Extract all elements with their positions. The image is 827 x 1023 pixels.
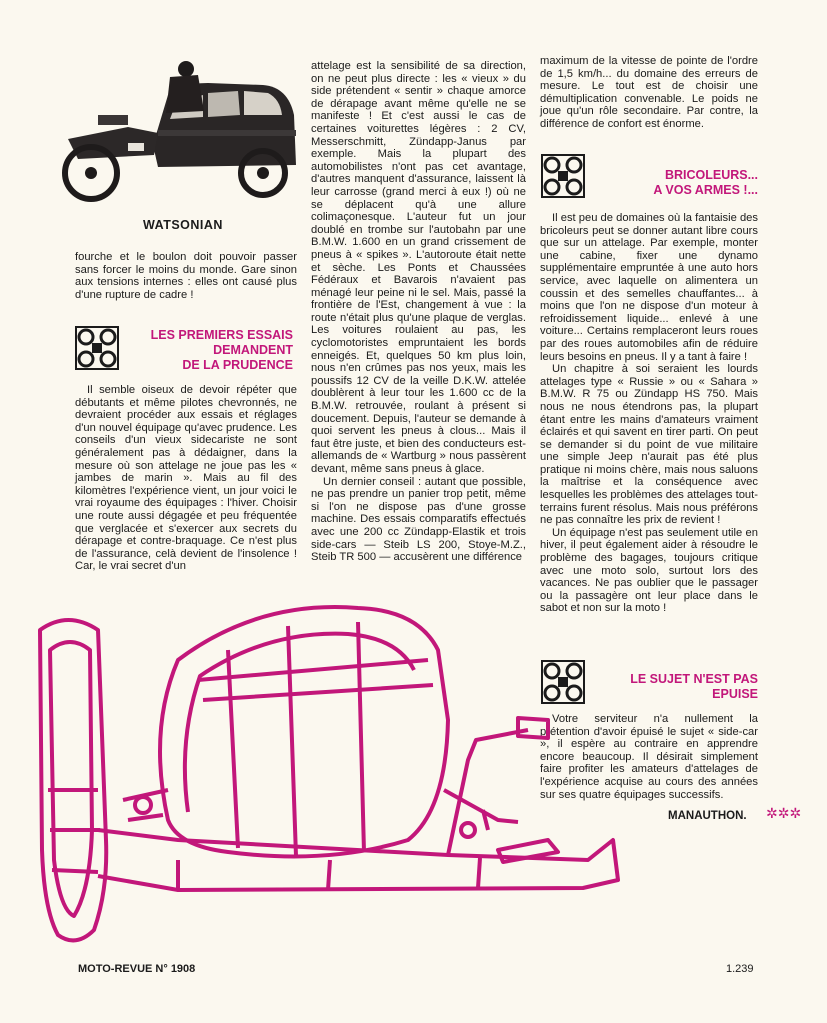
heading-line: BRICOLEURS...: [664, 168, 758, 182]
column-3-intro: [540, 55, 758, 131]
column-1-intro: [75, 251, 297, 301]
column-1-body: [75, 384, 297, 573]
paragraph: attelage est la sensibilité de sa direction, on ne peut plus directe : les « vieux » du side prétendent « sentir » chaque amorce de dérapage avant même qu'elle ne se manifeste ! Et c'est aussi le cas de certaines voiturettes légères : 2 CV, Messerschmitt, Zündapp-Janus par exemple. Mais la plupart des automobilistes n'ont pas cet avantage, d'autres manquent d'assurance, laissent là leur carrosse (grand merci à eux !) où ne se déplacent qu'à une allure colimaçonesque. L'auteur fut un jour doublé en trombe sur l'autobahn par une B.M.W. 1.600 en un grand crissement de pneus à « spikes ». L'autoroute était nette et sèche. Les Ponts et Chaussées Fédéraux et Bavarois n'avaient pas ménagé leur peine ni le sel. Mais, passé la frontière de l'Est, changement à vue : la route n'était plus qu'une plaque de verglas. Les voitures roulaient au pas, les cyclomotoristes empruntaient les bords enneigés. Et, quelques 50 km plus loin, nous n'en crûmes pas nos yeux, mais les poussifs 12 CV de la veille D.K.W. attelée doublèrent à leur tour les 1.600 cc de la B.M.W. retrouvée, roulant à présent si doucement. Depuis, l'auteur se demande à quoi servent les pneus à clous... Mais il faut être juste, et bien des conducteurs est-allemands de « Wartburg » nous passèrent devant, même sans pneus à glace.: [311, 60, 526, 475]
paragraph: Il est peu de domaines où la fantaisie des bricoleurs peut se donner autant libre cours que sur un attelage. Par exemple, monter une cabine, fixer une dynamo supplémentaire empruntée à une auto hors service, avec laquelle on alimentera un coussin et des semelles chauffantes... à moins que l'on ne dispose d'un moteur à refroidissement liquide... enlevé à une voiture... Certains remplaceront leurs roues par des roues automobiles afin de réduire leurs besoins en pneus. Il y a tant à faire !: [540, 212, 758, 363]
heading-line: DEMANDENT: [213, 343, 293, 357]
column-2: [311, 60, 526, 564]
paragraph: Un chapitre à soi seraient les lourds attelages type « Russie » ou « Sahara » B.M.W. R 75 ou Zündapp HS 750. Mais nous ne nous étendrons pas, la plupart étant entre les mains d'amateurs vraiment éclairés et qui savent en tirer parti. On peut se demander si du point de vue militaire une simple Jeep n'aurait pas été plus pratique ni moins chère, mais nous saluons la maîtrise et la conséquence avec lesquelles les problèmes des attelages tout-terrains furent résolus. Mais nous préférons ne pas connaître les prix de revient !: [540, 363, 758, 527]
heading-line: EPUISE: [712, 687, 758, 701]
heading-premiers-essais: [128, 328, 293, 373]
watsonian-photo: [58, 55, 303, 205]
sidecar-drawing: [28, 590, 628, 955]
paragraph: Un équipage n'est pas seulement utile en hiver, il peut également aider à résoudre le problème des bagages, toujours critique avec une moto solo, surtout lors des vacances. Ne pas oublier que le passager ou la passagère ont leur place dans le sabot et non sur la moto !: [540, 526, 758, 615]
ornament-icon: [75, 326, 119, 370]
signature: MANAUTHON.: [668, 810, 747, 822]
paragraph: Votre serviteur n'a nullement la prétention d'avoir épuisé le sujet « side-car », il espère au contraire en apprendre encore beaucoup. Il désirait simplement faire profiter les amateurs d'attelages de l'expérience acquise au cours des années sur ses quatre équipages successifs.: [540, 713, 758, 801]
paragraph: Un dernier conseil : autant que possible, ne pas prendre un panier trop petit, même si l'on ne dispose pas d'une grosse machine. Des essais comparatifs effectués avec une 200 cc Zündapp-Elastik et trois side-cars — Steib LS 200, Stoye-M.Z., Steib TR 500 — accusèrent une différence: [311, 475, 526, 564]
heading-line: DE LA PRUDENCE: [182, 358, 293, 372]
paragraph: Il semble oiseux de devoir répéter que débutants et même pilotes chevronnés, ne devraient procéder aux essais et réglages d'un nouvel équipage qu'avec prudence. Les conseils d'un vieux sidecariste ne sont généralement pas à dédaigner, dans la mesure où son attelage ne joue pas les « jambes de marin ». Mais au fil des kilomètres l'expérience vient, un jour voici le vrai royaume des équipages : l'hiver. Choisir une route aussi dégagée et peu fréquentée que verglacée et s'exercer aux secrets du dérapage et contre-braquage. Ce n'est plus de l'assurance, celà devient de l'insolence ! Car, le vrai secret d'un: [75, 384, 297, 573]
footer-publication: MOTO-REVUE N° 1908: [78, 963, 196, 975]
heading-line: LES PREMIERS ESSAIS: [150, 328, 293, 342]
heading-line: A VOS ARMES !...: [653, 183, 758, 197]
paragraph: fourche et le boulon doit pouvoir passer sans forcer le moins du monde. Gare sinon aux tensions internes : elles ont causé plus d'une rupture de cadre !: [75, 251, 297, 301]
end-mark-icon: ✲✲✲: [766, 806, 802, 822]
column-3-body: [540, 212, 758, 615]
ornament-icon: [541, 154, 585, 198]
footer-page-number: 1.239: [726, 963, 754, 975]
heading-bricoleurs: [600, 168, 758, 198]
photo-caption: WATSONIAN: [143, 218, 223, 232]
paragraph: maximum de la vitesse de pointe de l'ordre de 1,5 km/h... du domaine des erreurs de mesure. Le tout est de choisir une démultiplication convenable. Le poids ne joue qu'un rôle secondaire. Par contre, la différence de confort est énorme.: [540, 55, 758, 130]
heading-line: LE SUJET N'EST PAS: [630, 672, 758, 686]
